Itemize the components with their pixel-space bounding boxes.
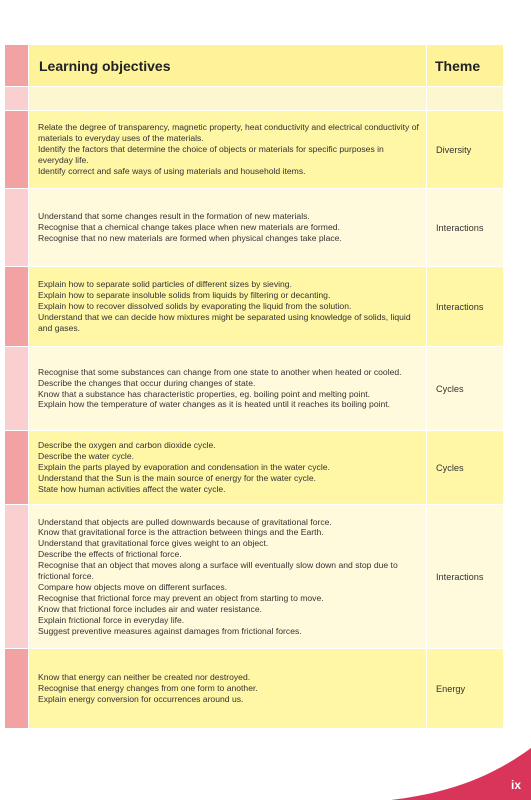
objective-text: Explain frictional force in everyday life.	[38, 614, 185, 625]
objective-text: Explain how to recover dissolved solids by evaporating the liquid from the solution.	[38, 301, 352, 312]
objective-text: Know that gravitational force is the attraction between things and the Earth.	[38, 527, 324, 538]
objective-text: Know that a substance has characteristic properties, eg. boiling point and melting point.	[38, 388, 371, 399]
objective-text: Understand that objects are pulled downwards because of gravitational force.	[38, 516, 332, 527]
objective-text: Recognise that energy changes from one form to another.	[38, 683, 258, 694]
objectives-header: Learning objectives	[29, 45, 427, 87]
objective-text: Explain how to separate insoluble solids from liquids by filtering or decanting.	[38, 290, 331, 301]
table-row	[5, 189, 504, 267]
row-tab	[5, 111, 29, 189]
theme-cell: Cycles	[427, 347, 504, 431]
objective-text: Describe the effects of frictional force.	[38, 549, 182, 560]
row-tab	[5, 649, 29, 729]
row-tab	[5, 189, 29, 267]
objectives-cell	[29, 347, 427, 431]
objective-text: Suggest preventive measures against damages from frictional forces.	[38, 625, 302, 636]
objective-text: Relate the degree of transparency, magnetic property, heat conductivity and electrical conductivity of materials to everyday uses of the materials.	[38, 122, 419, 144]
objective-text: State how human activities affect the water cycle.	[38, 483, 226, 494]
table-row	[5, 649, 504, 729]
objective-text: Recognise that a chemical change takes place when new materials are formed.	[38, 222, 340, 233]
theme-header: Theme	[427, 45, 504, 87]
theme-cell: Diversity	[427, 111, 504, 189]
objective-text: Explain the parts played by evaporation and condensation in the water cycle.	[38, 462, 330, 473]
theme-cell: Interactions	[427, 189, 504, 267]
spacer-cell	[427, 87, 504, 111]
objective-text: Explain how the temperature of water changes as it is heated until it reaches its boiling point.	[38, 399, 391, 410]
learning-objectives-table	[4, 44, 504, 729]
objective-text: Recognise that an object that moves along a surface will eventually slow down and stop due to frictional force.	[38, 560, 398, 582]
table-row	[5, 505, 504, 649]
table-row	[5, 431, 504, 505]
page-number: ix	[510, 778, 521, 792]
objective-text: Describe the oxygen and carbon dioxide cycle.	[38, 440, 216, 451]
objective-text: Recognise that some substances can change from one state to another when heated or cooled.	[38, 366, 402, 377]
objectives-cell	[29, 267, 427, 347]
objectives-cell	[29, 505, 427, 649]
theme-cell: Interactions	[427, 505, 504, 649]
objective-text: Understand that the Sun is the main source of energy for the water cycle.	[38, 472, 317, 483]
theme-cell: Energy	[427, 649, 504, 729]
objective-text: Understand that gravitational force gives weight to an object.	[38, 538, 269, 549]
objective-text: Identify correct and safe ways of using materials and household items.	[38, 165, 306, 176]
objective-text: Understand that some changes result in the formation of new materials.	[38, 211, 310, 222]
row-tab	[5, 505, 29, 649]
row-tab	[5, 431, 29, 505]
table-row	[5, 111, 504, 189]
row-tab	[5, 267, 29, 347]
objective-text: Explain energy conversion for occurrences around us.	[38, 693, 244, 704]
row-tab	[5, 347, 29, 431]
objective-text: Know that frictional force includes air and water resistance.	[38, 603, 263, 614]
objective-text: Understand that we can decide how mixtures might be separated using knowledge of solids, liquid and gases.	[38, 311, 411, 333]
spacer-cell	[29, 87, 427, 111]
objective-text: Explain how to separate solid particles of different sizes by sieving.	[38, 279, 292, 290]
objective-text: Compare how objects move on different surfaces.	[38, 581, 227, 592]
objectives-cell	[29, 111, 427, 189]
table-row	[5, 267, 504, 347]
objective-text: Describe the water cycle.	[38, 451, 134, 462]
objective-text: Recognise that frictional force may prevent an object from starting to move.	[38, 592, 324, 603]
theme-cell: Cycles	[427, 431, 504, 505]
objectives-cell	[29, 649, 427, 729]
row-tab	[5, 87, 29, 111]
objective-text: Recognise that no new materials are formed when physical changes take place.	[38, 232, 342, 243]
table-row	[5, 347, 504, 431]
objective-text: Describe the changes that occur during changes of state.	[38, 377, 256, 388]
table-spacer-row	[5, 87, 504, 111]
objectives-cell	[29, 431, 427, 505]
table-header-row	[5, 45, 504, 87]
objective-text: Know that energy can neither be created nor destroyed.	[38, 672, 251, 683]
objectives-cell	[29, 189, 427, 267]
objective-text: Identify the factors that determine the choice of objects or materials for specific purposes in everyday life.	[38, 144, 384, 165]
theme-cell: Interactions	[427, 267, 504, 347]
row-tab	[5, 45, 29, 87]
